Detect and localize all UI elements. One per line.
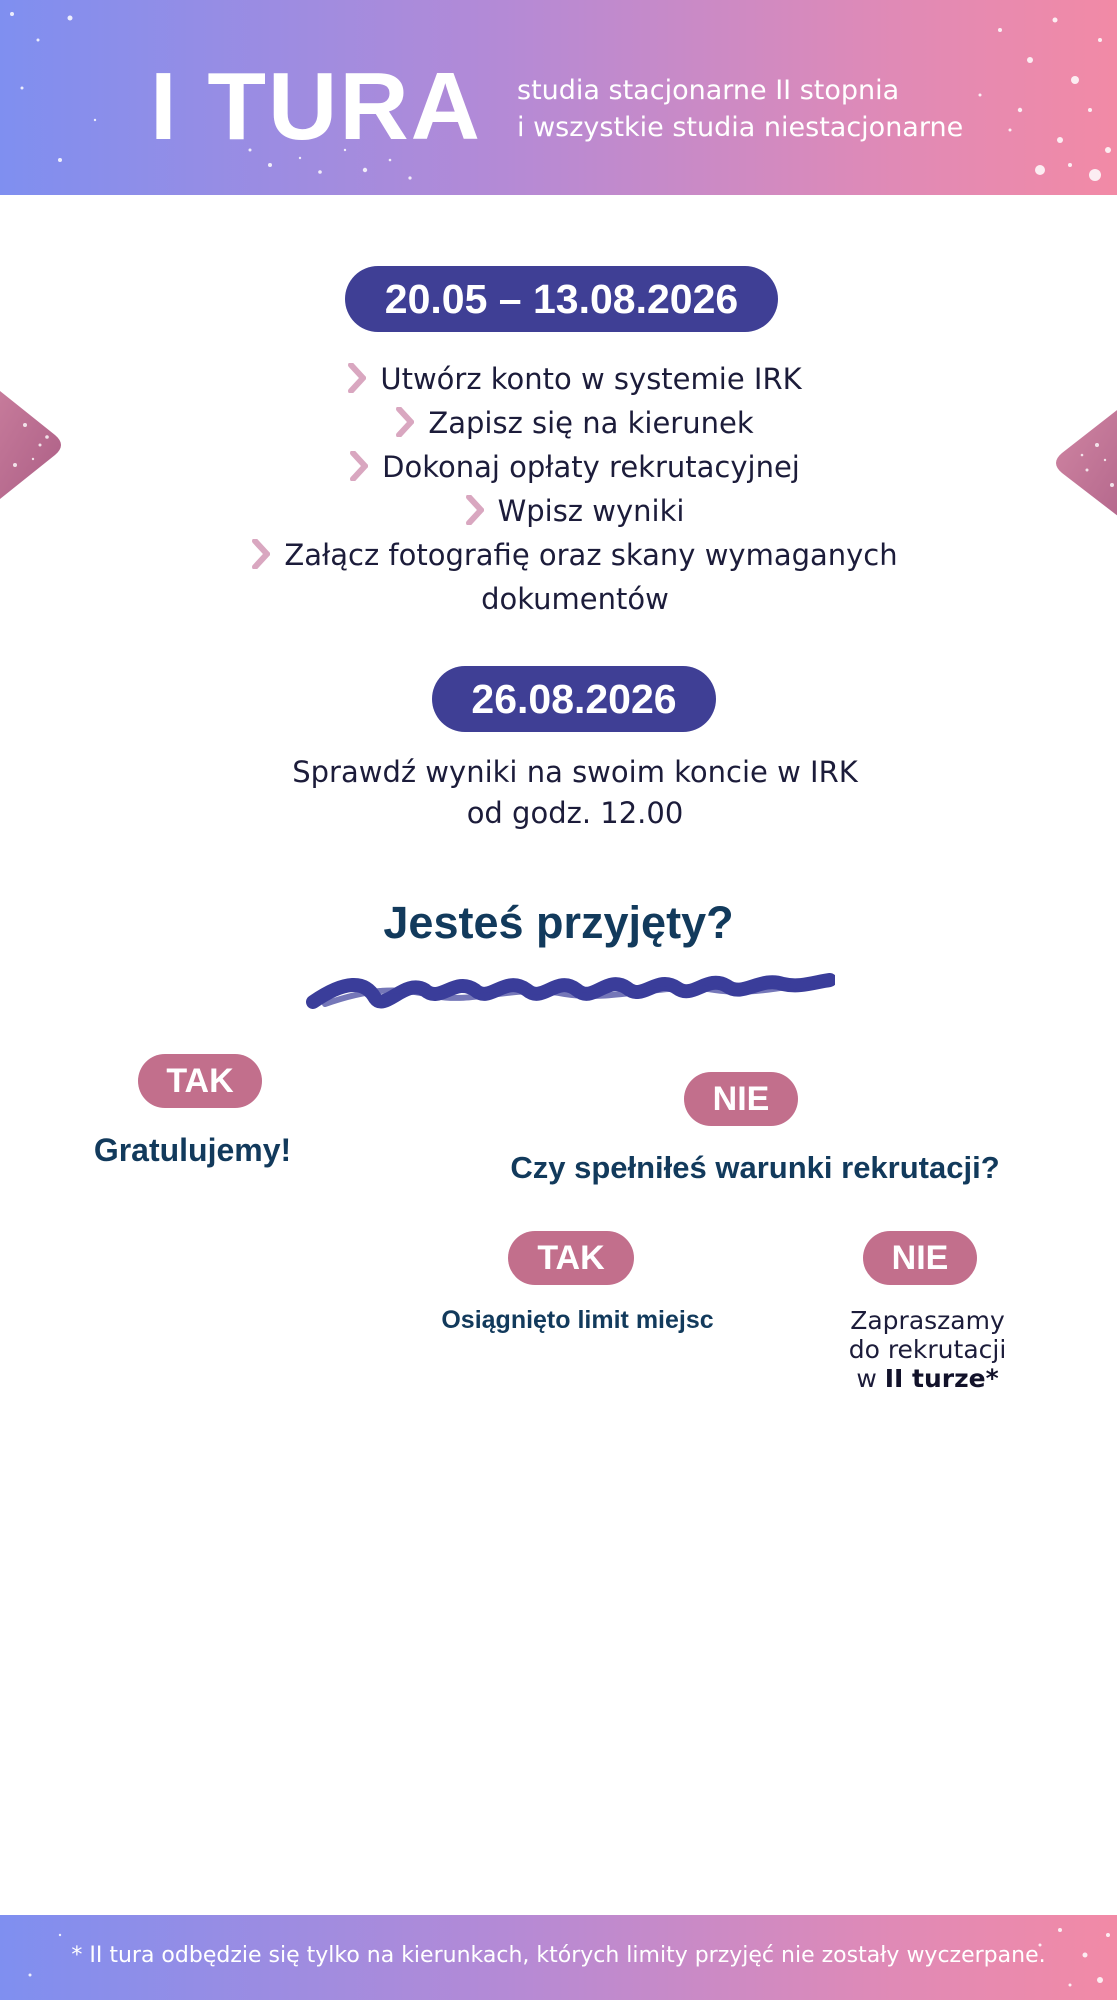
phase2-date-badge: 26.08.2026 bbox=[432, 666, 716, 732]
conditions-question: Czy spełniłeś warunki rekrutacji? bbox=[510, 1150, 1000, 1185]
left-diamond-decoration bbox=[0, 355, 70, 535]
phase1-steps-list bbox=[160, 357, 990, 621]
yes-badge: TAK bbox=[138, 1054, 262, 1108]
invite-line-3 bbox=[800, 1364, 1055, 1393]
step-item bbox=[160, 489, 990, 533]
phase2-line-2: od godz. 12.00 bbox=[466, 796, 684, 830]
invite-line-2: do rekrutacji bbox=[848, 1335, 1007, 1364]
step-item bbox=[160, 445, 990, 489]
no-badge: NIE bbox=[684, 1072, 798, 1126]
step-text: Wpisz wyniki bbox=[497, 494, 685, 528]
chevron-right-icon bbox=[252, 539, 270, 569]
step-item-continuation bbox=[160, 577, 990, 621]
subtitle-line-2: i wszystkie studia niestacjonarne bbox=[517, 112, 964, 143]
phase1-date-badge: 20.05 – 13.08.2026 bbox=[345, 266, 778, 332]
invite-line-1: Zapraszamy bbox=[850, 1306, 1005, 1335]
page-title: I TURA bbox=[150, 53, 482, 160]
step-text: dokumentów bbox=[481, 582, 669, 616]
chevron-right-icon bbox=[350, 451, 368, 481]
step-item bbox=[160, 401, 990, 445]
sub-no-badge: NIE bbox=[863, 1231, 977, 1285]
footer-note: * II tura odbędzie się tylko na kierunkach, których limity przyjęć nie zostały wyczerpane. bbox=[71, 1943, 1046, 1968]
sub-yes-badge: TAK bbox=[508, 1231, 634, 1285]
step-text: Utwórz konto w systemie IRK bbox=[380, 362, 802, 396]
step-text: Dokonaj opłaty rekrutacyjnej bbox=[382, 450, 800, 484]
step-item bbox=[160, 357, 990, 401]
chevron-right-icon bbox=[348, 363, 366, 393]
accepted-question: Jesteś przyjęty? bbox=[383, 897, 734, 948]
step-text: Zapisz się na kierunek bbox=[428, 406, 754, 440]
scribble-underline bbox=[305, 960, 835, 1020]
step-text: Załącz fotografię oraz skany wymaganych bbox=[284, 538, 898, 572]
footer-banner bbox=[0, 1915, 1117, 2000]
second-round-invite bbox=[800, 1306, 1055, 1393]
step-item bbox=[160, 533, 990, 577]
chevron-right-icon bbox=[466, 495, 484, 525]
phase2-line-1: Sprawdź wyniki na swoim koncie w IRK bbox=[292, 755, 858, 789]
header-subtitle bbox=[517, 72, 963, 146]
limit-reached-text: Osiągnięto limit miejsc bbox=[441, 1306, 714, 1334]
right-diamond-decoration bbox=[1047, 375, 1117, 550]
invite-prefix: w bbox=[856, 1364, 877, 1393]
chevron-right-icon bbox=[396, 407, 414, 437]
phase2-description bbox=[180, 752, 970, 834]
second-round-label: II turze* bbox=[884, 1364, 999, 1393]
congratulations-text: Gratulujemy! bbox=[93, 1132, 292, 1168]
subtitle-line-1: studia stacjonarne II stopnia bbox=[517, 75, 900, 106]
header-banner bbox=[0, 0, 1117, 195]
